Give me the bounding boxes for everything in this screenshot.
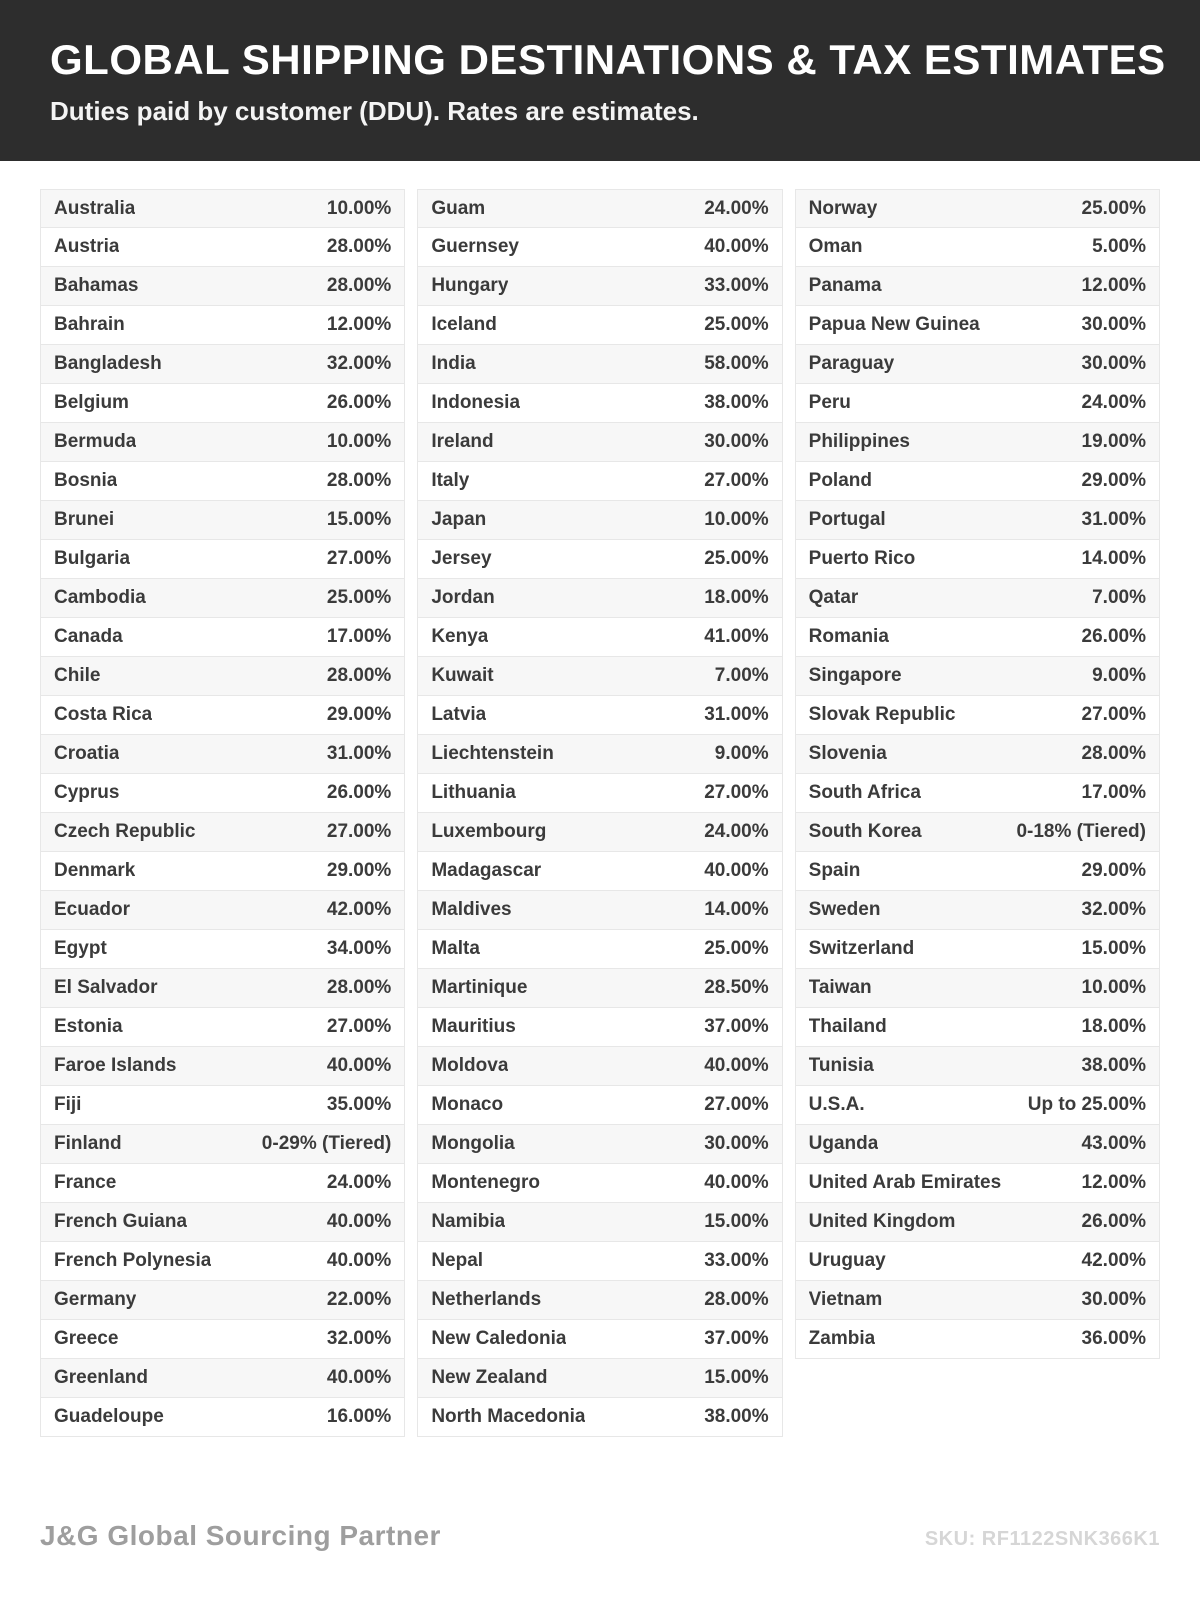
country-name: Greenland: [54, 1367, 148, 1388]
country-name: Portugal: [808, 509, 886, 530]
country-name: Oman: [808, 236, 863, 257]
country-name: Estonia: [54, 1016, 123, 1037]
country-name: South Korea: [808, 821, 922, 842]
rate-value: 29.00%: [1081, 470, 1146, 491]
country-name: India: [431, 353, 476, 374]
rate-row: [795, 852, 1160, 891]
header: [0, 0, 1200, 161]
rate-value: 24.00%: [1081, 392, 1146, 413]
rate-value: 27.00%: [326, 821, 392, 842]
rate-row: [40, 696, 405, 735]
country-name: Monaco: [431, 1094, 504, 1115]
rate-row: [417, 1086, 782, 1125]
rate-row: [795, 423, 1160, 462]
rate-value: 33.00%: [704, 275, 769, 296]
rate-row: [40, 306, 405, 345]
country-name: Namibia: [431, 1211, 506, 1232]
rate-row: [417, 618, 782, 657]
rate-value: 16.00%: [326, 1406, 392, 1427]
rate-row: [795, 1047, 1160, 1086]
rate-row: [40, 1320, 405, 1359]
rate-value: 26.00%: [1081, 626, 1146, 647]
rate-value: 15.00%: [326, 509, 392, 530]
rate-value: 9.00%: [714, 743, 769, 764]
rate-value: 27.00%: [1081, 704, 1146, 725]
rate-row: [795, 1125, 1160, 1164]
rate-row: [40, 228, 405, 267]
rate-value: 26.00%: [326, 392, 392, 413]
rate-row: [795, 969, 1160, 1008]
rate-row: [795, 696, 1160, 735]
rate-value: 41.00%: [704, 626, 769, 647]
country-name: Germany: [54, 1289, 137, 1310]
rate-row: [417, 1242, 782, 1281]
country-name: Brunei: [54, 509, 115, 530]
rate-value: 18.00%: [1081, 1016, 1146, 1037]
page-title: GLOBAL SHIPPING DESTINATIONS & TAX ESTIMATES: [50, 36, 1166, 83]
rate-value: 12.00%: [1081, 275, 1146, 296]
rate-row: [40, 1086, 405, 1125]
rate-row: [795, 345, 1160, 384]
country-name: United Arab Emirates: [808, 1172, 1002, 1193]
country-name: Lithuania: [431, 782, 516, 803]
rate-row: [795, 1242, 1160, 1281]
country-name: Guadeloupe: [54, 1406, 164, 1427]
country-name: United Kingdom: [808, 1211, 956, 1232]
rate-value: 36.00%: [1081, 1328, 1146, 1349]
rate-row: [40, 1047, 405, 1086]
rate-row: [795, 228, 1160, 267]
rate-row: [417, 1359, 782, 1398]
rate-value: 32.00%: [326, 353, 392, 374]
rate-value: 27.00%: [704, 782, 769, 803]
country-name: Vietnam: [808, 1289, 883, 1310]
rate-row: [795, 930, 1160, 969]
rates-table: [0, 161, 1200, 1437]
country-name: Sweden: [808, 899, 881, 920]
country-name: North Macedonia: [431, 1406, 586, 1427]
rate-value: 0-29% (Tiered): [261, 1133, 392, 1154]
rate-row: [40, 579, 405, 618]
rate-row: [40, 189, 405, 228]
rate-row: [417, 930, 782, 969]
rate-row: [40, 657, 405, 696]
rate-row: [417, 423, 782, 462]
rate-value: 7.00%: [1092, 587, 1146, 608]
rate-row: [40, 1242, 405, 1281]
rate-row: [417, 579, 782, 618]
rate-value: 26.00%: [326, 782, 392, 803]
rate-value: 15.00%: [704, 1211, 769, 1232]
rate-value: 9.00%: [1092, 665, 1146, 686]
rate-row: [40, 852, 405, 891]
rate-row: [795, 657, 1160, 696]
country-name: Belgium: [54, 392, 129, 413]
rate-value: 30.00%: [704, 1133, 769, 1154]
rate-row: [40, 1008, 405, 1047]
rate-row: [40, 813, 405, 852]
rate-row: [417, 267, 782, 306]
rate-value: 12.00%: [1081, 1172, 1146, 1193]
rate-value: 40.00%: [704, 236, 769, 257]
rate-row: [417, 1281, 782, 1320]
rate-value: 40.00%: [326, 1211, 392, 1232]
rate-row: [40, 540, 405, 579]
rate-row: [40, 1164, 405, 1203]
country-name: Cambodia: [54, 587, 146, 608]
rate-value: 32.00%: [1081, 899, 1146, 920]
rate-row: [40, 1398, 405, 1437]
country-name: Nepal: [431, 1250, 484, 1271]
rate-row: [40, 501, 405, 540]
rate-value: 22.00%: [326, 1289, 392, 1310]
sku-label: SKU: RF1122SNK366K1: [924, 1528, 1160, 1550]
rate-value: 35.00%: [326, 1094, 392, 1115]
rate-row: [795, 189, 1160, 228]
rate-row: [417, 384, 782, 423]
rate-row: [40, 774, 405, 813]
rate-row: [417, 1164, 782, 1203]
rate-value: 40.00%: [704, 1172, 769, 1193]
rate-value: 38.00%: [1081, 1055, 1146, 1076]
rate-value: 7.00%: [714, 665, 769, 686]
rate-row: [417, 891, 782, 930]
country-name: Netherlands: [431, 1289, 542, 1310]
country-name: Bahamas: [54, 275, 139, 296]
country-name: Greece: [54, 1328, 119, 1349]
rate-value: 15.00%: [704, 1367, 769, 1388]
rate-row: [417, 1203, 782, 1242]
country-name: Panama: [808, 275, 882, 296]
rate-value: 31.00%: [1081, 509, 1146, 530]
country-name: Bermuda: [54, 431, 137, 452]
rate-row: [417, 813, 782, 852]
rate-row: [40, 930, 405, 969]
rate-value: 10.00%: [1081, 977, 1146, 998]
rate-row: [795, 384, 1160, 423]
rate-value: 0-18% (Tiered): [1016, 821, 1146, 842]
rate-row: [795, 462, 1160, 501]
country-name: Australia: [54, 197, 136, 219]
rate-row: [417, 306, 782, 345]
rate-value: 28.00%: [326, 977, 392, 998]
country-name: Romania: [808, 626, 889, 647]
rate-value: 31.00%: [326, 743, 392, 764]
rate-value: 28.00%: [326, 470, 392, 491]
rate-row: [795, 1281, 1160, 1320]
country-name: Poland: [808, 470, 872, 491]
country-name: South Africa: [808, 782, 921, 803]
rate-row: [795, 735, 1160, 774]
rate-value: 24.00%: [704, 821, 769, 842]
country-name: French Polynesia: [54, 1250, 212, 1271]
rate-value: 29.00%: [1081, 860, 1146, 881]
rate-value: 14.00%: [704, 899, 769, 920]
country-name: Switzerland: [808, 938, 915, 959]
rate-value: 43.00%: [1081, 1133, 1146, 1154]
rate-value: 10.00%: [704, 509, 769, 530]
rate-row: [40, 1125, 405, 1164]
rate-row: [417, 774, 782, 813]
rate-value: 27.00%: [326, 1016, 392, 1037]
country-name: Hungary: [431, 275, 509, 296]
rate-row: [795, 1164, 1160, 1203]
country-name: Spain: [808, 860, 861, 881]
country-name: Ireland: [431, 431, 494, 452]
rate-row: [795, 501, 1160, 540]
country-name: French Guiana: [54, 1211, 188, 1232]
country-name: Kuwait: [431, 665, 494, 686]
rate-value: 25.00%: [704, 548, 769, 569]
rate-value: 37.00%: [704, 1016, 769, 1037]
country-name: Costa Rica: [54, 704, 153, 725]
country-name: Luxembourg: [431, 821, 547, 842]
country-name: Papua New Guinea: [808, 314, 980, 335]
country-name: Maldives: [431, 899, 512, 920]
country-name: Martinique: [431, 977, 528, 998]
country-name: Mongolia: [431, 1133, 515, 1154]
rate-value: 28.00%: [326, 275, 392, 296]
rate-row: [795, 267, 1160, 306]
country-name: Madagascar: [431, 860, 542, 881]
rate-row: [40, 891, 405, 930]
rate-value: 12.00%: [326, 314, 392, 335]
country-name: Slovak Republic: [808, 704, 956, 725]
country-name: Tunisia: [808, 1055, 874, 1076]
country-name: Uruguay: [808, 1250, 886, 1271]
rate-row: [40, 423, 405, 462]
rate-row: [40, 618, 405, 657]
country-name: Egypt: [54, 938, 107, 959]
rate-value: 28.00%: [326, 665, 392, 686]
rates-column-2: [417, 189, 782, 1437]
country-name: Ecuador: [54, 899, 131, 920]
rate-row: [417, 696, 782, 735]
rate-row: [417, 345, 782, 384]
country-name: El Salvador: [54, 977, 158, 998]
rate-value: 29.00%: [326, 860, 392, 881]
rate-row: [40, 735, 405, 774]
rate-value: 32.00%: [326, 1328, 392, 1349]
country-name: New Zealand: [431, 1367, 548, 1388]
rate-row: [795, 579, 1160, 618]
rate-value: 26.00%: [1081, 1211, 1146, 1232]
rate-row: [417, 852, 782, 891]
rate-value: Up to 25.00%: [1027, 1094, 1146, 1115]
rate-value: 40.00%: [704, 1055, 769, 1076]
country-name: Kenya: [431, 626, 489, 647]
rate-value: 37.00%: [704, 1328, 769, 1349]
rate-row: [795, 891, 1160, 930]
rate-row: [40, 1359, 405, 1398]
rate-row: [795, 618, 1160, 657]
rate-row: [417, 1008, 782, 1047]
rate-value: 42.00%: [1081, 1250, 1146, 1271]
rate-value: 10.00%: [326, 431, 392, 452]
rate-row: [795, 306, 1160, 345]
country-name: Bahrain: [54, 314, 125, 335]
country-name: Malta: [431, 938, 480, 959]
rate-value: 24.00%: [326, 1172, 392, 1193]
country-name: Bulgaria: [54, 548, 131, 569]
page-subtitle: Duties paid by customer (DDU). Rates are estimates.: [50, 96, 699, 126]
country-name: Czech Republic: [54, 821, 196, 842]
rate-value: 25.00%: [1081, 197, 1146, 219]
rate-row: [417, 1047, 782, 1086]
country-name: Guernsey: [431, 236, 519, 257]
rate-row: [417, 657, 782, 696]
country-name: Croatia: [54, 743, 120, 764]
rate-value: 24.00%: [704, 197, 769, 219]
country-name: Japan: [431, 509, 487, 530]
rate-value: 34.00%: [326, 938, 392, 959]
rate-row: [795, 813, 1160, 852]
rate-row: [417, 1125, 782, 1164]
rate-row: [40, 384, 405, 423]
rate-row: [40, 1281, 405, 1320]
rate-row: [795, 1008, 1160, 1047]
country-name: Paraguay: [808, 353, 895, 374]
rate-value: 17.00%: [1081, 782, 1146, 803]
rate-row: [795, 774, 1160, 813]
rate-row: [40, 1203, 405, 1242]
rate-row: [417, 501, 782, 540]
rate-value: 33.00%: [704, 1250, 769, 1271]
country-name: Mauritius: [431, 1016, 516, 1037]
rate-value: 28.00%: [1081, 743, 1146, 764]
rate-row: [417, 540, 782, 579]
brand-name: J&G Global Sourcing Partner: [40, 1520, 441, 1551]
rate-value: 40.00%: [704, 860, 769, 881]
country-name: Austria: [54, 236, 120, 257]
rate-row: [40, 345, 405, 384]
rate-row: [40, 267, 405, 306]
rate-row: [417, 462, 782, 501]
rate-value: 5.00%: [1092, 236, 1146, 257]
rate-row: [417, 1320, 782, 1359]
country-name: Iceland: [431, 314, 497, 335]
country-name: Qatar: [808, 587, 859, 608]
rate-row: [417, 969, 782, 1008]
country-name: Uganda: [808, 1133, 879, 1154]
rate-value: 10.00%: [326, 197, 392, 219]
country-name: New Caledonia: [431, 1328, 567, 1349]
rate-row: [417, 735, 782, 774]
rate-value: 30.00%: [1081, 1289, 1146, 1310]
rate-value: 42.00%: [326, 899, 392, 920]
country-name: Jersey: [431, 548, 492, 569]
country-name: Indonesia: [431, 392, 521, 413]
rate-row: [417, 228, 782, 267]
rate-row: [417, 1398, 782, 1437]
country-name: Guam: [431, 197, 486, 219]
country-name: Cyprus: [54, 782, 120, 803]
footer: [40, 1520, 1160, 1552]
country-name: France: [54, 1172, 117, 1193]
country-name: Bosnia: [54, 470, 118, 491]
rate-value: 58.00%: [704, 353, 769, 374]
rate-row: [40, 462, 405, 501]
rate-row: [795, 1086, 1160, 1125]
country-name: Chile: [54, 665, 101, 686]
rate-value: 30.00%: [1081, 314, 1146, 335]
rate-value: 30.00%: [704, 431, 769, 452]
rate-value: 40.00%: [326, 1250, 392, 1271]
country-name: Norway: [808, 197, 878, 219]
rate-value: 15.00%: [1081, 938, 1146, 959]
country-name: Zambia: [808, 1328, 876, 1349]
rate-value: 19.00%: [1081, 431, 1146, 452]
rate-value: 31.00%: [704, 704, 769, 725]
rate-row: [40, 969, 405, 1008]
country-name: Philippines: [808, 431, 911, 452]
rate-value: 30.00%: [1081, 353, 1146, 374]
country-name: Taiwan: [808, 977, 872, 998]
country-name: Fiji: [54, 1094, 82, 1115]
country-name: Singapore: [808, 665, 902, 686]
country-name: Bangladesh: [54, 353, 162, 374]
country-name: Peru: [808, 392, 851, 413]
country-name: Finland: [54, 1133, 122, 1154]
rate-row: [795, 540, 1160, 579]
rate-value: 28.00%: [704, 1289, 769, 1310]
country-name: Faroe Islands: [54, 1055, 177, 1076]
country-name: U.S.A.: [808, 1094, 865, 1115]
rate-value: 25.00%: [326, 587, 392, 608]
rate-row: [417, 189, 782, 228]
country-name: Moldova: [431, 1055, 509, 1076]
country-name: Slovenia: [808, 743, 887, 764]
rate-value: 38.00%: [704, 1406, 769, 1427]
rate-value: 18.00%: [704, 587, 769, 608]
rate-value: 17.00%: [326, 626, 392, 647]
country-name: Jordan: [431, 587, 495, 608]
country-name: Thailand: [808, 1016, 887, 1037]
rate-value: 27.00%: [326, 548, 392, 569]
rate-row: [795, 1320, 1160, 1359]
country-name: Latvia: [431, 704, 487, 725]
rate-value: 40.00%: [326, 1367, 392, 1388]
rate-value: 27.00%: [704, 470, 769, 491]
rate-value: 28.50%: [704, 977, 769, 998]
country-name: Denmark: [54, 860, 136, 881]
country-name: Liechtenstein: [431, 743, 554, 764]
rate-value: 25.00%: [704, 938, 769, 959]
country-name: Canada: [54, 626, 123, 647]
country-name: Montenegro: [431, 1172, 541, 1193]
rates-column-3: [795, 189, 1160, 1359]
country-name: Italy: [431, 470, 470, 491]
country-name: Puerto Rico: [808, 548, 916, 569]
rate-value: 27.00%: [704, 1094, 769, 1115]
rate-value: 28.00%: [326, 236, 392, 257]
rate-value: 29.00%: [326, 704, 392, 725]
rates-column-1: [40, 189, 405, 1437]
rate-row: [795, 1203, 1160, 1242]
rate-value: 40.00%: [326, 1055, 392, 1076]
rate-value: 38.00%: [704, 392, 769, 413]
rate-value: 25.00%: [704, 314, 769, 335]
rate-value: 14.00%: [1081, 548, 1146, 569]
